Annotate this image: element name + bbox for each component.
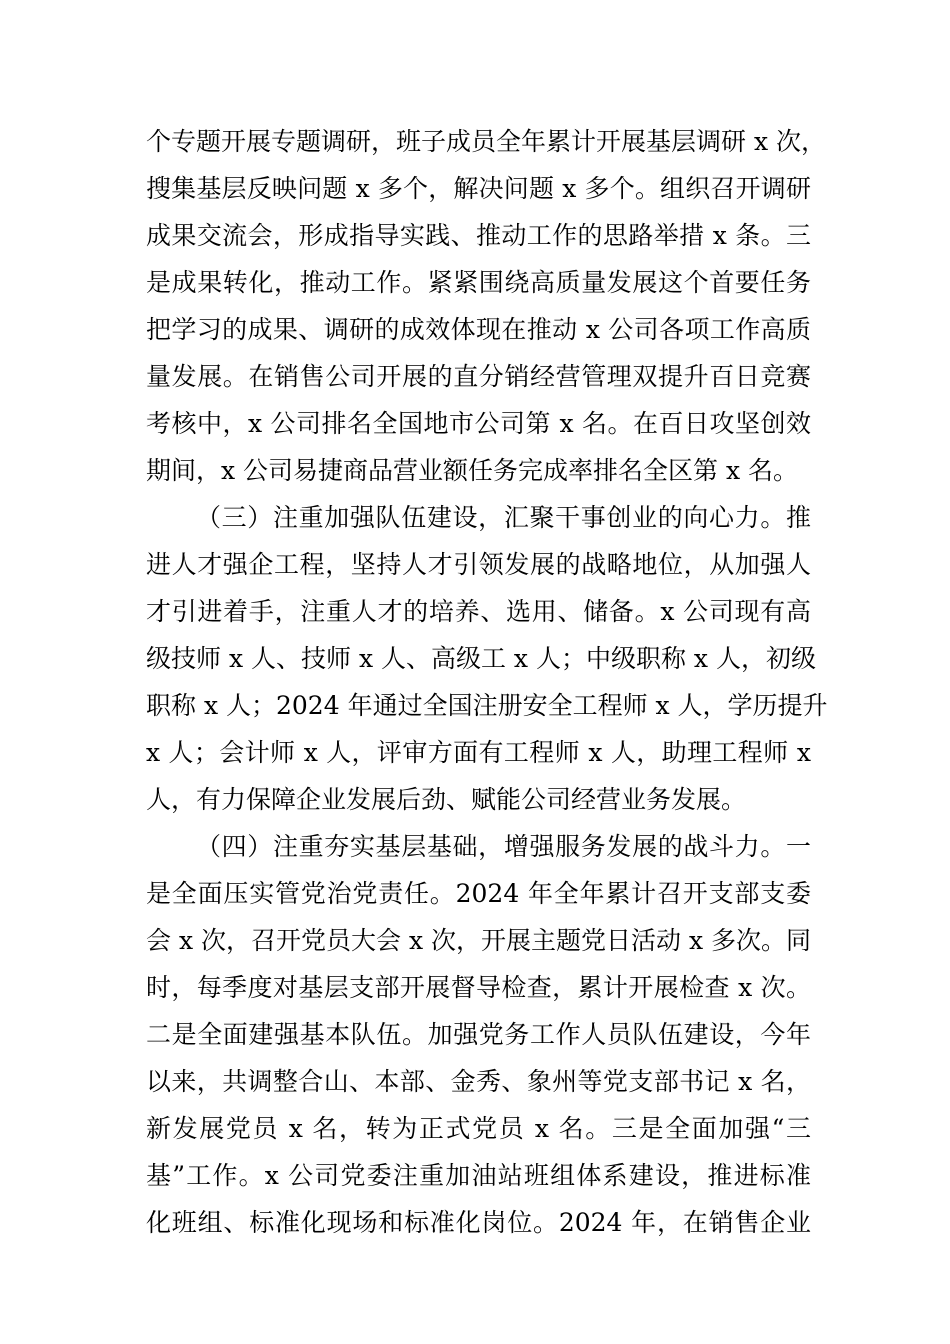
text-line: 二是全面建强基本队伍。加强党务工作人员队伍建设，今年 [146,1020,811,1049]
text-line: 搜集基层反映问题 x 多个，解决问题 x 多个。组织召开调研 [146,174,811,203]
text-line: 是成果转化，推动工作。紧紧围绕高质量发展这个首要任务 [146,268,811,297]
text-line: 期间，x 公司易捷商品营业额任务完成率排名全区第 x 名。 [146,456,799,485]
document-body [146,118,828,1246]
text-line: x 人；会计师 x 人，评审方面有工程师 x 人，助理工程师 x [146,738,811,767]
text-line: 成果交流会，形成指导实践、推动工作的思路举措 x 条。三 [146,221,811,250]
text-line: 人，有力保障企业发展后劲、赋能公司经营业务发展。 [146,785,747,814]
text-line: 考核中，x 公司排名全国地市公司第 x 名。在百日攻坚创效 [146,409,811,438]
text-line: 基”工作。x 公司党委注重加油站班组体系建设，推进标准 [146,1161,811,1190]
text-line: 职称 x 人；2024 年通过全国注册安全工程师 x 人，学历提升 [146,691,828,720]
text-line: 是全面压实管党治党责任。2024 年全年累计召开支部支委 [146,879,811,908]
text-line: 时，每季度对基层支部开展督导检查，累计开展检查 x 次。 [146,973,811,1002]
text-line: 进人才强企工程，坚持人才引领发展的战略地位，从加强人 [146,550,811,579]
text-line: 以来，共调整合山、本部、金秀、象州等党支部书记 x 名， [146,1067,811,1096]
section-heading-line: （四）注重夯实基层基础，增强服务发展的战斗力。一 [196,832,811,861]
text-line: 把学习的成果、调研的成效体现在推动 x 公司各项工作高质 [146,315,811,344]
text-line: 级技师 x 人、技师 x 人、高级工 x 人；中级职称 x 人，初级 [146,644,816,673]
text-line: 个专题开展专题调研，班子成员全年累计开展基层调研 x 次， [146,127,826,156]
text-line: 会 x 次，召开党员大会 x 次，开展主题党日活动 x 多次。同 [146,926,811,955]
section-heading-line: （三）注重加强队伍建设，汇聚干事创业的向心力。推 [196,503,811,532]
text-line: 才引进着手，注重人才的培养、选用、储备。x 公司现有高 [146,597,811,626]
text-line: 量发展。在销售公司开展的直分销经营管理双提升百日竞赛 [146,362,811,391]
text-line: 新发展党员 x 名，转为正式党员 x 名。三是全面加强“三 [146,1114,811,1143]
text-line: 化班组、标准化现场和标准化岗位。2024 年，在销售企业 [146,1208,811,1237]
